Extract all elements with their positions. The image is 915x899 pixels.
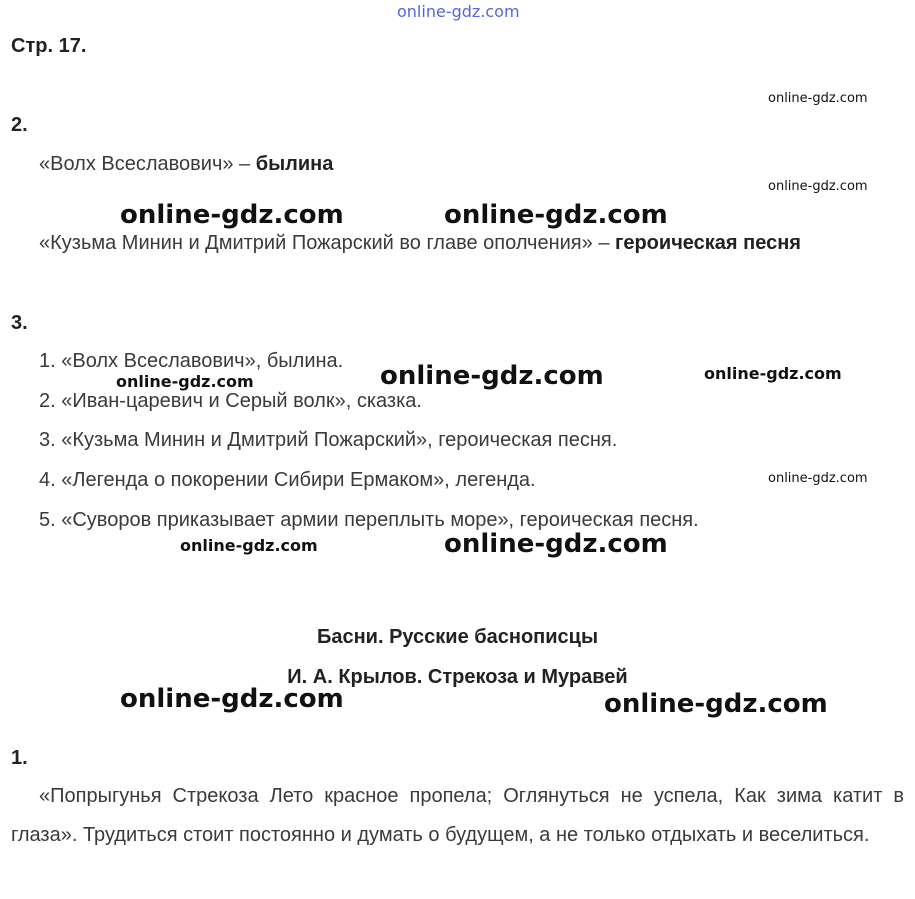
watermark-top: online-gdz.com [397,2,520,21]
watermark: online-gdz.com [380,361,604,391]
watermark: online-gdz.com [768,471,868,486]
task2-item-2-dash: – [592,232,616,254]
task2-item-1 [39,153,333,176]
task3-number: 3. [11,312,28,334]
watermark: online-gdz.com [120,200,344,230]
watermark: online-gdz.com [444,200,668,230]
task3-item-4: 4. «Легенда о покорении Сибири Ермаком», легенда. [39,469,536,491]
task2-item-2-title: «Кузьма Минин и Дмитрий Пожарский во главе ополчения» [39,232,593,254]
task3-item-1: 1. «Волх Всеславович», былина. [39,350,344,372]
task3-item-5: 5. «Суворов приказывает армии переплыть море», героическая песня. [39,509,699,531]
task1-number: 1. [11,747,28,769]
task1-text: «Попрыгунья Стрекоза Лето красное пропела; Оглянуться не успела, Как зима катит в глаза». Трудиться стоит постоянно и думать о будущем, а не только отдыхать и веселиться. [11,785,904,846]
section-subtitle: И. А. Крылов. Стрекоза и Муравей [287,666,628,688]
watermark: online-gdz.com [704,364,842,383]
section-title: Басни. Русские баснописцы [316,626,599,648]
task3-item-3: 3. «Кузьма Минин и Дмитрий Пожарский», героическая песня. [39,429,618,451]
watermark: online-gdz.com [444,529,668,559]
watermark: online-gdz.com [768,179,868,194]
task2-number: 2. [11,114,28,136]
task2-item-2-genre: героическая песня [615,232,801,254]
watermark: online-gdz.com [120,684,344,714]
page-heading: Стр. 17. [11,35,87,57]
task3-item-2: 2. «Иван-царевич и Серый волк», сказка. [39,390,422,412]
watermark: online-gdz.com [116,372,254,391]
task2-item-1-dash: – [233,153,256,175]
watermark: online-gdz.com [768,91,868,106]
watermark: online-gdz.com [604,689,828,719]
task2-item-1-title: «Волх Всеславович» [39,153,234,175]
task2-item-1-genre: былина [255,153,334,175]
task2-item-2 [39,232,801,255]
watermark: online-gdz.com [180,536,318,555]
